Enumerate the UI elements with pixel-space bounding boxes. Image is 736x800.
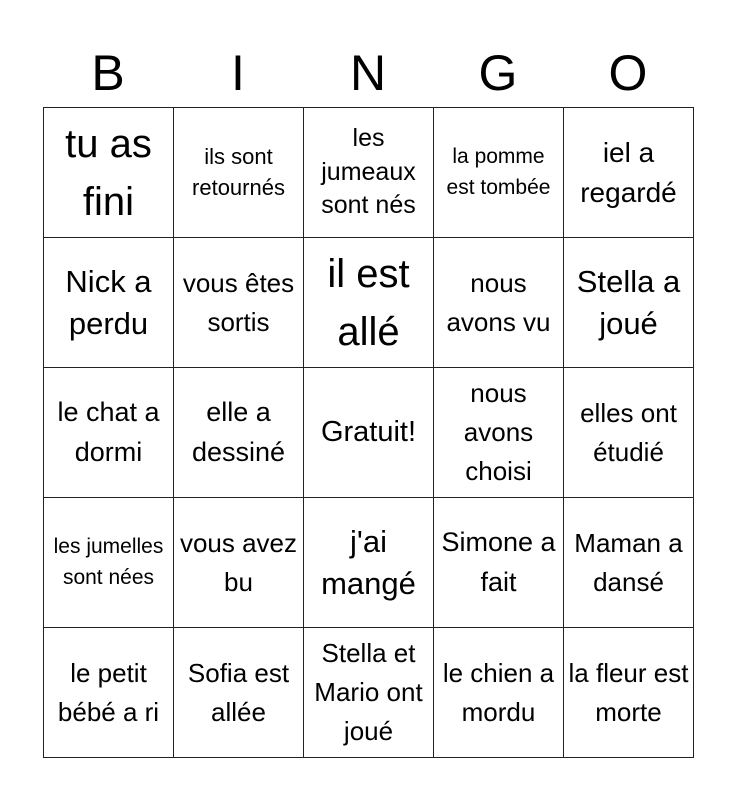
- bingo-cell[interactable]: ils sont retournés: [174, 108, 304, 238]
- bingo-cell[interactable]: Simone a fait: [434, 498, 564, 628]
- bingo-card: [43, 107, 694, 758]
- bingo-cell[interactable]: Nick a perdu: [44, 238, 174, 368]
- bingo-row: [44, 368, 694, 498]
- bingo-cell[interactable]: les jumeaux sont nés: [304, 108, 434, 238]
- bingo-cell[interactable]: Maman a dansé: [564, 498, 694, 628]
- bingo-cell[interactable]: elle a dessiné: [174, 368, 304, 498]
- bingo-cell[interactable]: vous avez bu: [174, 498, 304, 628]
- bingo-cell[interactable]: iel a regardé: [564, 108, 694, 238]
- bingo-cell[interactable]: le chien a mordu: [434, 628, 564, 758]
- header-letter-i: I: [231, 45, 245, 101]
- bingo-cell[interactable]: la fleur est morte: [564, 628, 694, 758]
- bingo-cell[interactable]: la pomme est tombée: [434, 108, 564, 238]
- bingo-header: [43, 40, 693, 107]
- header-letter-g: G: [478, 45, 518, 101]
- bingo-row: [44, 628, 694, 758]
- bingo-row: [44, 108, 694, 238]
- bingo-cell[interactable]: le chat a dormi: [44, 368, 174, 498]
- bingo-cell[interactable]: Sofia est allée: [174, 628, 304, 758]
- bingo-row: [44, 498, 694, 628]
- bingo-cell[interactable]: tu as fini: [44, 108, 174, 238]
- bingo-cell[interactable]: nous avons vu: [434, 238, 564, 368]
- bingo-cell[interactable]: il est allé: [304, 238, 434, 368]
- bingo-cell[interactable]: j'ai mangé: [304, 498, 434, 628]
- bingo-cell[interactable]: le petit bébé a ri: [44, 628, 174, 758]
- bingo-cell[interactable]: Stella et Mario ont joué: [304, 628, 434, 758]
- header-letter-n: N: [349, 45, 387, 101]
- bingo-cell[interactable]: nous avons choisi: [434, 368, 564, 498]
- bingo-row: [44, 238, 694, 368]
- bingo-cell[interactable]: les jumelles sont nées: [44, 498, 174, 628]
- bingo-cell[interactable]: Stella a joué: [564, 238, 694, 368]
- bingo-cell[interactable]: Gratuit!: [304, 368, 434, 498]
- bingo-cell[interactable]: vous êtes sortis: [174, 238, 304, 368]
- header-letter-o: O: [608, 45, 648, 101]
- bingo-cell[interactable]: elles ont étudié: [564, 368, 694, 498]
- header-letter-b: B: [91, 45, 125, 101]
